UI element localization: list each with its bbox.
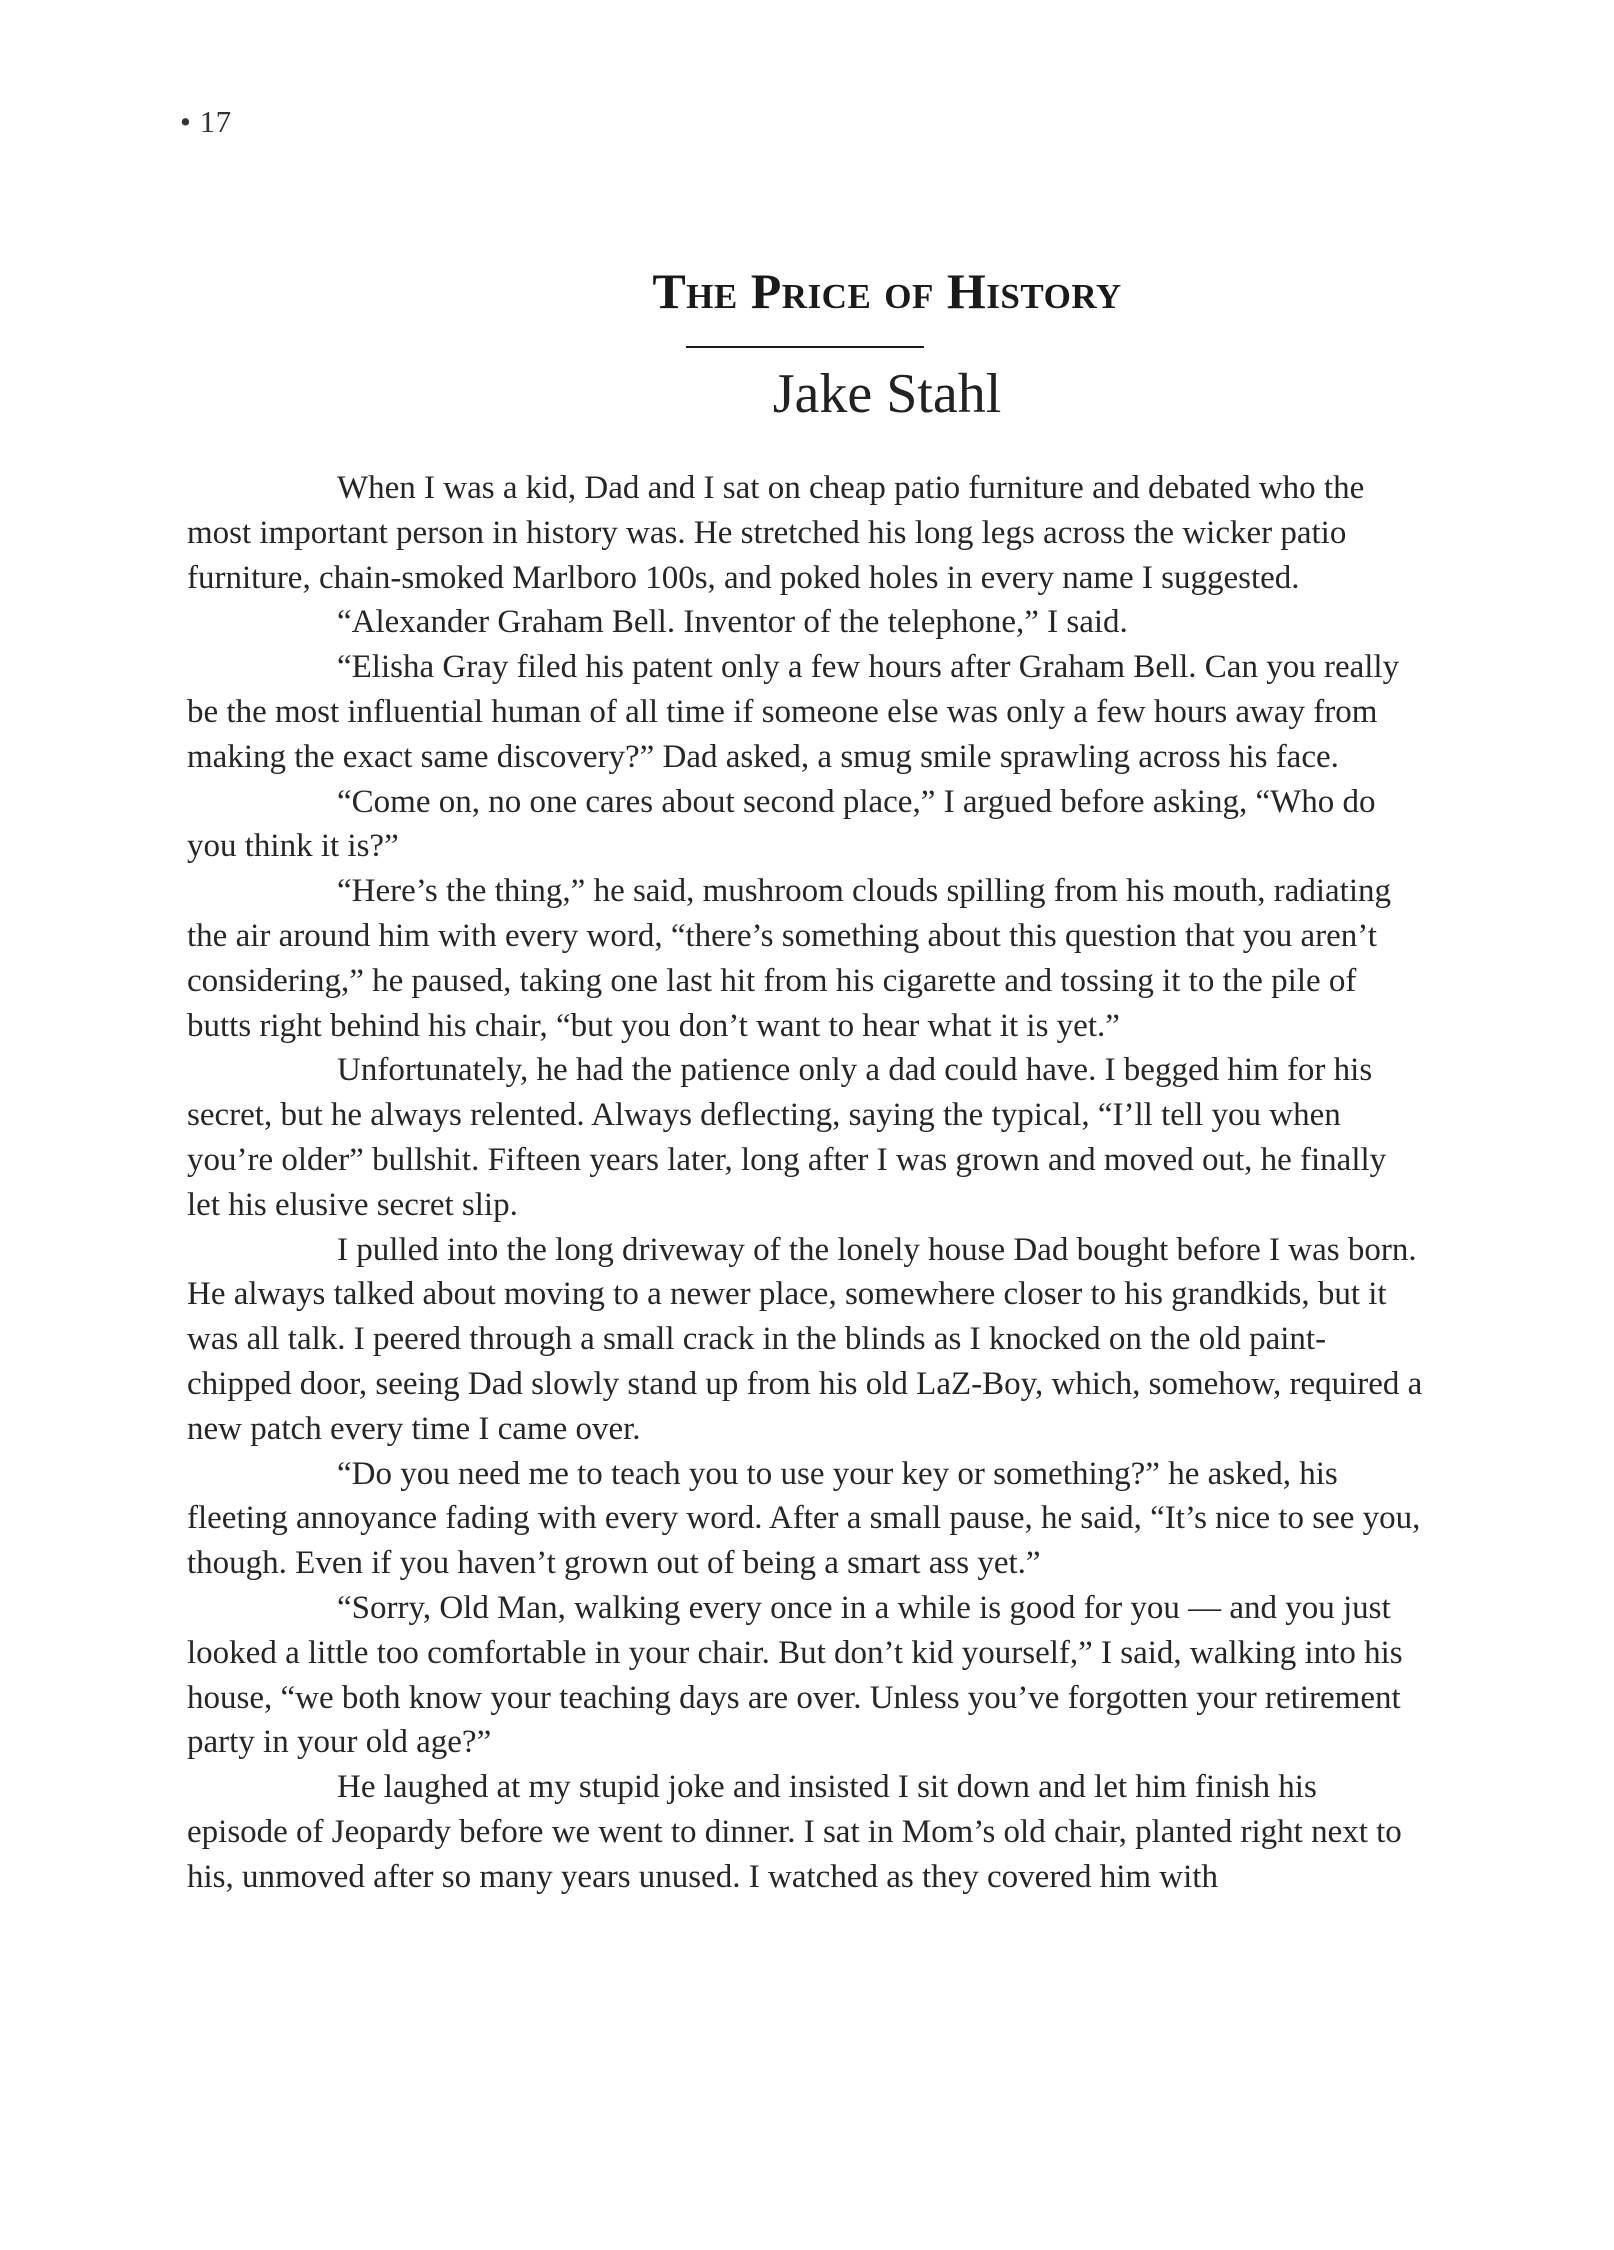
- paragraph: Unfortunately, he had the patience only a dad could have. I begged him for his secret, but he always relented. Always deflecting, saying the typical, “I’ll tell you when you’re older” bullshit. Fifteen years later, long after I was grown and moved out, he finally let his elusive secret slip.: [187, 1052, 1387, 1223]
- paragraph: “Here’s the thing,” he said, mushroom clouds spilling from his mouth, radiating the air around him with every word, “there’s something about this question that you aren’t considering,” he paused, taking one last hit from his cigarette and tossing it to the pile of butts right behind his chair, “but you don’t want to hear what it is yet.”: [187, 873, 1392, 1044]
- story-title: The Price of History: [652, 263, 1122, 319]
- paragraph: I pulled into the long driveway of the lonely house Dad bought before I was born. He always talked about moving to a newer place, somewhere closer to his grandkids, but it was all talk. I peered through a small crack in the blinds as I knocked on the old paint-chipped door, seeing Dad slowly stand up from his old LaZ-Boy, which, somehow, required a new patch every time I came over.: [187, 1231, 1423, 1447]
- title-divider: [686, 346, 924, 348]
- paragraph: He laughed at my stupid joke and insisted I sit down and let him finish his episode of Jeopardy before we went to dinner. I sat in Mom’s old chair, planted right next to his, unmoved after so many years unused. I watched as they covered him with: [187, 1769, 1402, 1895]
- story-author: Jake Stahl: [772, 363, 1002, 425]
- paragraph: “Alexander Graham Bell. Inventor of the telephone,” I said.: [337, 604, 1128, 641]
- paragraph: “Elisha Gray filed his patent only a few hours after Graham Bell. Can you really be the most influential human of all time if someone else was only a few hours away from making the exact same discovery?” Dad asked, a smug smile sprawling across his face.: [187, 649, 1400, 775]
- page-number: • 17: [180, 104, 232, 139]
- paragraph: “Come on, no one cares about second place,” I argued before asking, “Who do you think it is?”: [187, 783, 1376, 865]
- paragraph: When I was a kid, Dad and I sat on cheap patio furniture and debated who the most important person in history was. He stretched his long legs across the wicker patio furniture, chain-smoked Marlboro 100s, and poked holes in every name I suggested.: [187, 470, 1365, 596]
- paragraph: “Sorry, Old Man, walking every once in a while is good for you — and you just looked a little too comfortable in your chair. But don’t kid yourself,” I said, walking into his house, “we both know your teaching days are over. Unless you’ve forgotten your retirement party in your old age?”: [187, 1589, 1403, 1761]
- paragraph: “Do you need me to teach you to use your key or something?” he asked, his fleeting annoyance fading with every word. After a small pause, he said, “It’s nice to see you, though. Even if you haven’t grown out of being a smart ass yet.”: [187, 1455, 1421, 1582]
- story-body: [187, 466, 1423, 1900]
